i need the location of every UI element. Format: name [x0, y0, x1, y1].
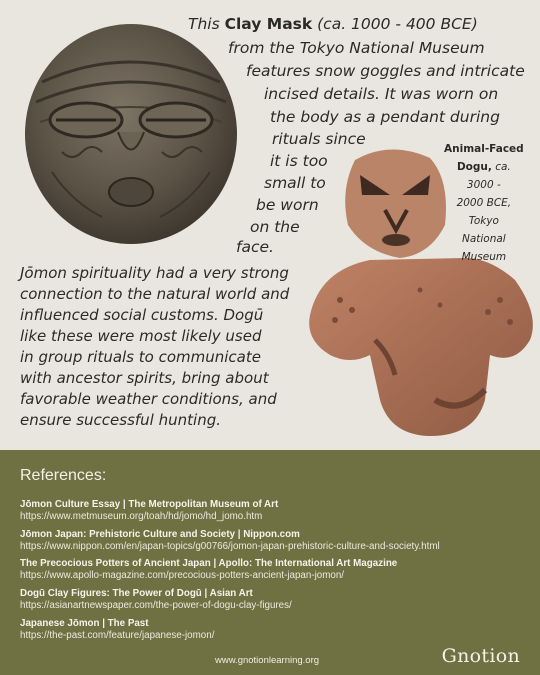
caption-detail-line: ca.: [495, 161, 511, 173]
reference-url-link[interactable]: https://www.metmuseum.org/toah/hd/jomo/hd_jomo.htm: [20, 511, 263, 522]
reference-title: The Precocious Potters of Ancient Japan | Apollo: The International Art Magazine: [20, 558, 398, 569]
intro-line: small to: [264, 174, 326, 192]
spirituality-paragraph: [20, 263, 289, 431]
reference-item: [20, 558, 397, 582]
reference-title: Japanese Jōmon | The Past: [20, 618, 149, 629]
reference-title: Jōmon Culture Essay | The Metropolitan Museum of Art: [20, 499, 279, 510]
gnotion-logo: Gnotion: [441, 645, 520, 667]
caption-detail-line: Museum: [461, 251, 507, 263]
reference-item: [20, 618, 214, 642]
reference-url-link[interactable]: https://the-past.com/feature/japanese-jomon/: [20, 630, 215, 641]
caption-detail-line: 2000 BCE,: [456, 197, 512, 209]
reference-title: Dogū Clay Figures: The Power of Dogū | Asian Art: [20, 588, 253, 599]
paragraph-line: in group rituals to communicate: [20, 348, 261, 366]
intro-line: incised details. It was worn on: [264, 85, 499, 103]
intro-line: features snow goggles and intricate: [246, 62, 525, 80]
caption-title-detail: [444, 158, 524, 176]
paragraph-line: Jōmon spirituality had a very strong: [20, 264, 289, 282]
dogu-caption: [444, 140, 524, 266]
paragraph-line: influenced social customs. Dogū: [20, 306, 264, 324]
intro-line: rituals since: [272, 130, 366, 148]
caption-detail-line: National: [461, 233, 506, 245]
references-heading: References:: [20, 467, 107, 484]
paragraph-line: with ancestor spirits, bring about: [20, 369, 269, 387]
intro-suffix: (ca. 1000 - 400 BCE): [312, 15, 478, 33]
intro-line: face.: [236, 238, 274, 256]
intro-first-line: [188, 15, 478, 33]
intro-line: it is too: [270, 152, 328, 170]
reference-url-link[interactable]: https://asianartnewspaper.com/the-power-of-dogu-clay-figures/: [20, 600, 292, 611]
intro-line: be worn: [256, 196, 319, 214]
paragraph-line: like these were most likely used: [20, 327, 262, 345]
caption-title-line: Dogu,: [456, 161, 492, 173]
intro-line: on the: [250, 218, 300, 236]
intro-line: from the Tokyo National Museum: [228, 39, 485, 57]
paragraph-line: connection to the natural world and: [20, 285, 290, 303]
reference-url-link[interactable]: https://www.nippon.com/en/japan-topics/g00766/jomon-japan-prehistoric-culture-and-society.html: [20, 541, 440, 552]
reference-url-link[interactable]: https://www.apollo-magazine.com/precocious-potters-ancient-japan-jomon/: [20, 570, 344, 581]
website-link[interactable]: www.gnotionlearning.org: [215, 655, 320, 666]
reference-title: Jōmon Japan: Prehistoric Culture and Society | Nippon.com: [20, 529, 300, 540]
reference-item: [20, 588, 292, 612]
caption-detail-line: Tokyo: [468, 215, 499, 227]
reference-item: [20, 529, 440, 553]
intro-bold-title: Clay Mask: [224, 15, 313, 33]
references-panel: [0, 450, 540, 675]
reference-item: [20, 499, 278, 523]
caption-title-line: Animal-Faced: [444, 143, 524, 155]
intro-prefix: This: [188, 15, 225, 33]
paragraph-line: ensure successful hunting.: [20, 411, 221, 429]
clay-mask-image: [22, 22, 240, 246]
paragraph-line: favorable weather conditions, and: [20, 390, 277, 408]
intro-line: the body as a pendant during: [270, 108, 500, 126]
caption-detail-line: 3000 -: [466, 179, 501, 191]
